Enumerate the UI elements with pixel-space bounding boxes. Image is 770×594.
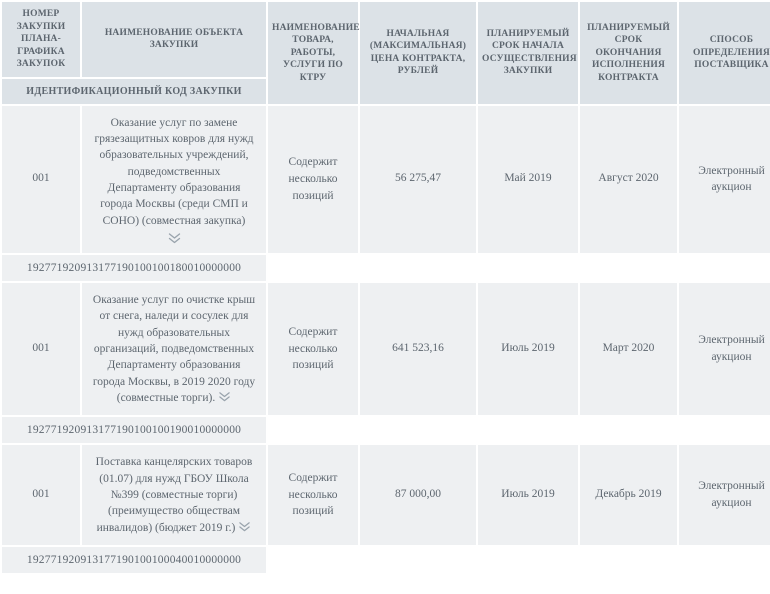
cell-price: 87 000,00 [360, 445, 476, 545]
cell-start-date: Май 2019 [478, 106, 578, 253]
ikz-row-spacer [268, 255, 770, 281]
cell-end-date: Декабрь 2019 [580, 445, 677, 545]
table-row-ikz [2, 417, 770, 443]
cell-ikz: 192771920913177190100100190010000000 [2, 417, 266, 443]
cell-object-name [82, 283, 266, 415]
ikz-row-spacer [268, 417, 770, 443]
cell-start-date: Июль 2019 [478, 283, 578, 415]
ikz-row-spacer [268, 547, 770, 573]
table-row [2, 283, 770, 415]
object-name-text: Поставка канцелярских товаров (01.07) для нужд ГБОУ Школа №399 (совместные торги) (преимущество обществам инвалидов) (бюджет 2019 г.) [95, 456, 253, 534]
table-row-ikz [2, 255, 770, 281]
cell-ikz: 192771920913177190100100040010000000 [2, 547, 266, 573]
cell-ktru: Содержит несколько позиций [268, 106, 358, 253]
cell-ktru: Содержит несколько позиций [268, 283, 358, 415]
table-header [2, 2, 770, 104]
cell-supplier-method: Электронный аукцион [679, 445, 770, 545]
cell-ikz: 192771920913177190100100180010000000 [2, 255, 266, 281]
column-header-price: НАЧАЛЬНАЯ (МАКСИМАЛЬНАЯ) ЦЕНА КОНТРАКТА, РУБЛЕЙ [360, 2, 476, 104]
table-row [2, 106, 770, 253]
cell-object-name [82, 445, 266, 545]
cell-end-date: Март 2020 [580, 283, 677, 415]
column-header-object-name: НАИМЕНОВАНИЕ ОБЪЕКТА ЗАКУПКИ [82, 2, 266, 77]
table-body [2, 106, 770, 573]
cell-end-date: Август 2020 [580, 106, 677, 253]
object-name-text: Оказание услуг по замене грязезащитных ковров для нужд образовательных учреждений, подведомственных Департаменту образования города Москвы (среди СМП и СОНО) (совместная закупка) [94, 116, 254, 227]
cell-start-date: Июль 2019 [478, 445, 578, 545]
table-row [2, 445, 770, 545]
column-header-purchase-number: НОМЕР ЗАКУПКИ ПЛАНА-ГРАФИКА ЗАКУПОК [2, 2, 80, 77]
column-header-end-date: ПЛАНИРУЕМЫЙ СРОК ОКОНЧАНИЯ ИСПОЛНЕНИЯ КОНТРАКТА [580, 2, 677, 104]
table-row-ikz [2, 547, 770, 573]
object-name-text: Оказание услуг по очистке крыш от снега, наледи и сосулек для нужд образовательных организаций, подведомственных Департаменту образования города Москвы, в 2019 2020 году (совместные торги). [92, 293, 256, 404]
cell-ktru: Содержит несколько позиций [268, 445, 358, 545]
chevron-double-down-icon[interactable] [238, 521, 251, 532]
cell-price: 56 275,47 [360, 106, 476, 253]
cell-supplier-method: Электронный аукцион [679, 106, 770, 253]
cell-purchase-number: 001 [2, 283, 80, 415]
column-header-start-date: ПЛАНИРУЕМЫЙ СРОК НАЧАЛА ОСУЩЕСТВЛЕНИЯ ЗАКУПКИ [478, 2, 578, 104]
cell-purchase-number: 001 [2, 445, 80, 545]
chevron-double-down-icon[interactable] [218, 391, 231, 402]
cell-purchase-number: 001 [2, 106, 80, 253]
column-header-ktru: НАИМЕНОВАНИЕ ТОВАРА, РАБОТЫ, УСЛУГИ ПО КТРУ [268, 2, 358, 104]
table-header-row [2, 2, 770, 77]
column-header-supplier-method: СПОСОБ ОПРЕДЕЛЕНИЯ ПОСТАВЩИКА [679, 2, 770, 104]
cell-supplier-method: Электронный аукцион [679, 283, 770, 415]
chevron-double-down-icon[interactable] [168, 232, 181, 244]
cell-price: 641 523,16 [360, 283, 476, 415]
cell-object-name [82, 106, 266, 253]
column-header-ikz: ИДЕНТИФИКАЦИОННЫЙ КОД ЗАКУПКИ [2, 79, 266, 104]
